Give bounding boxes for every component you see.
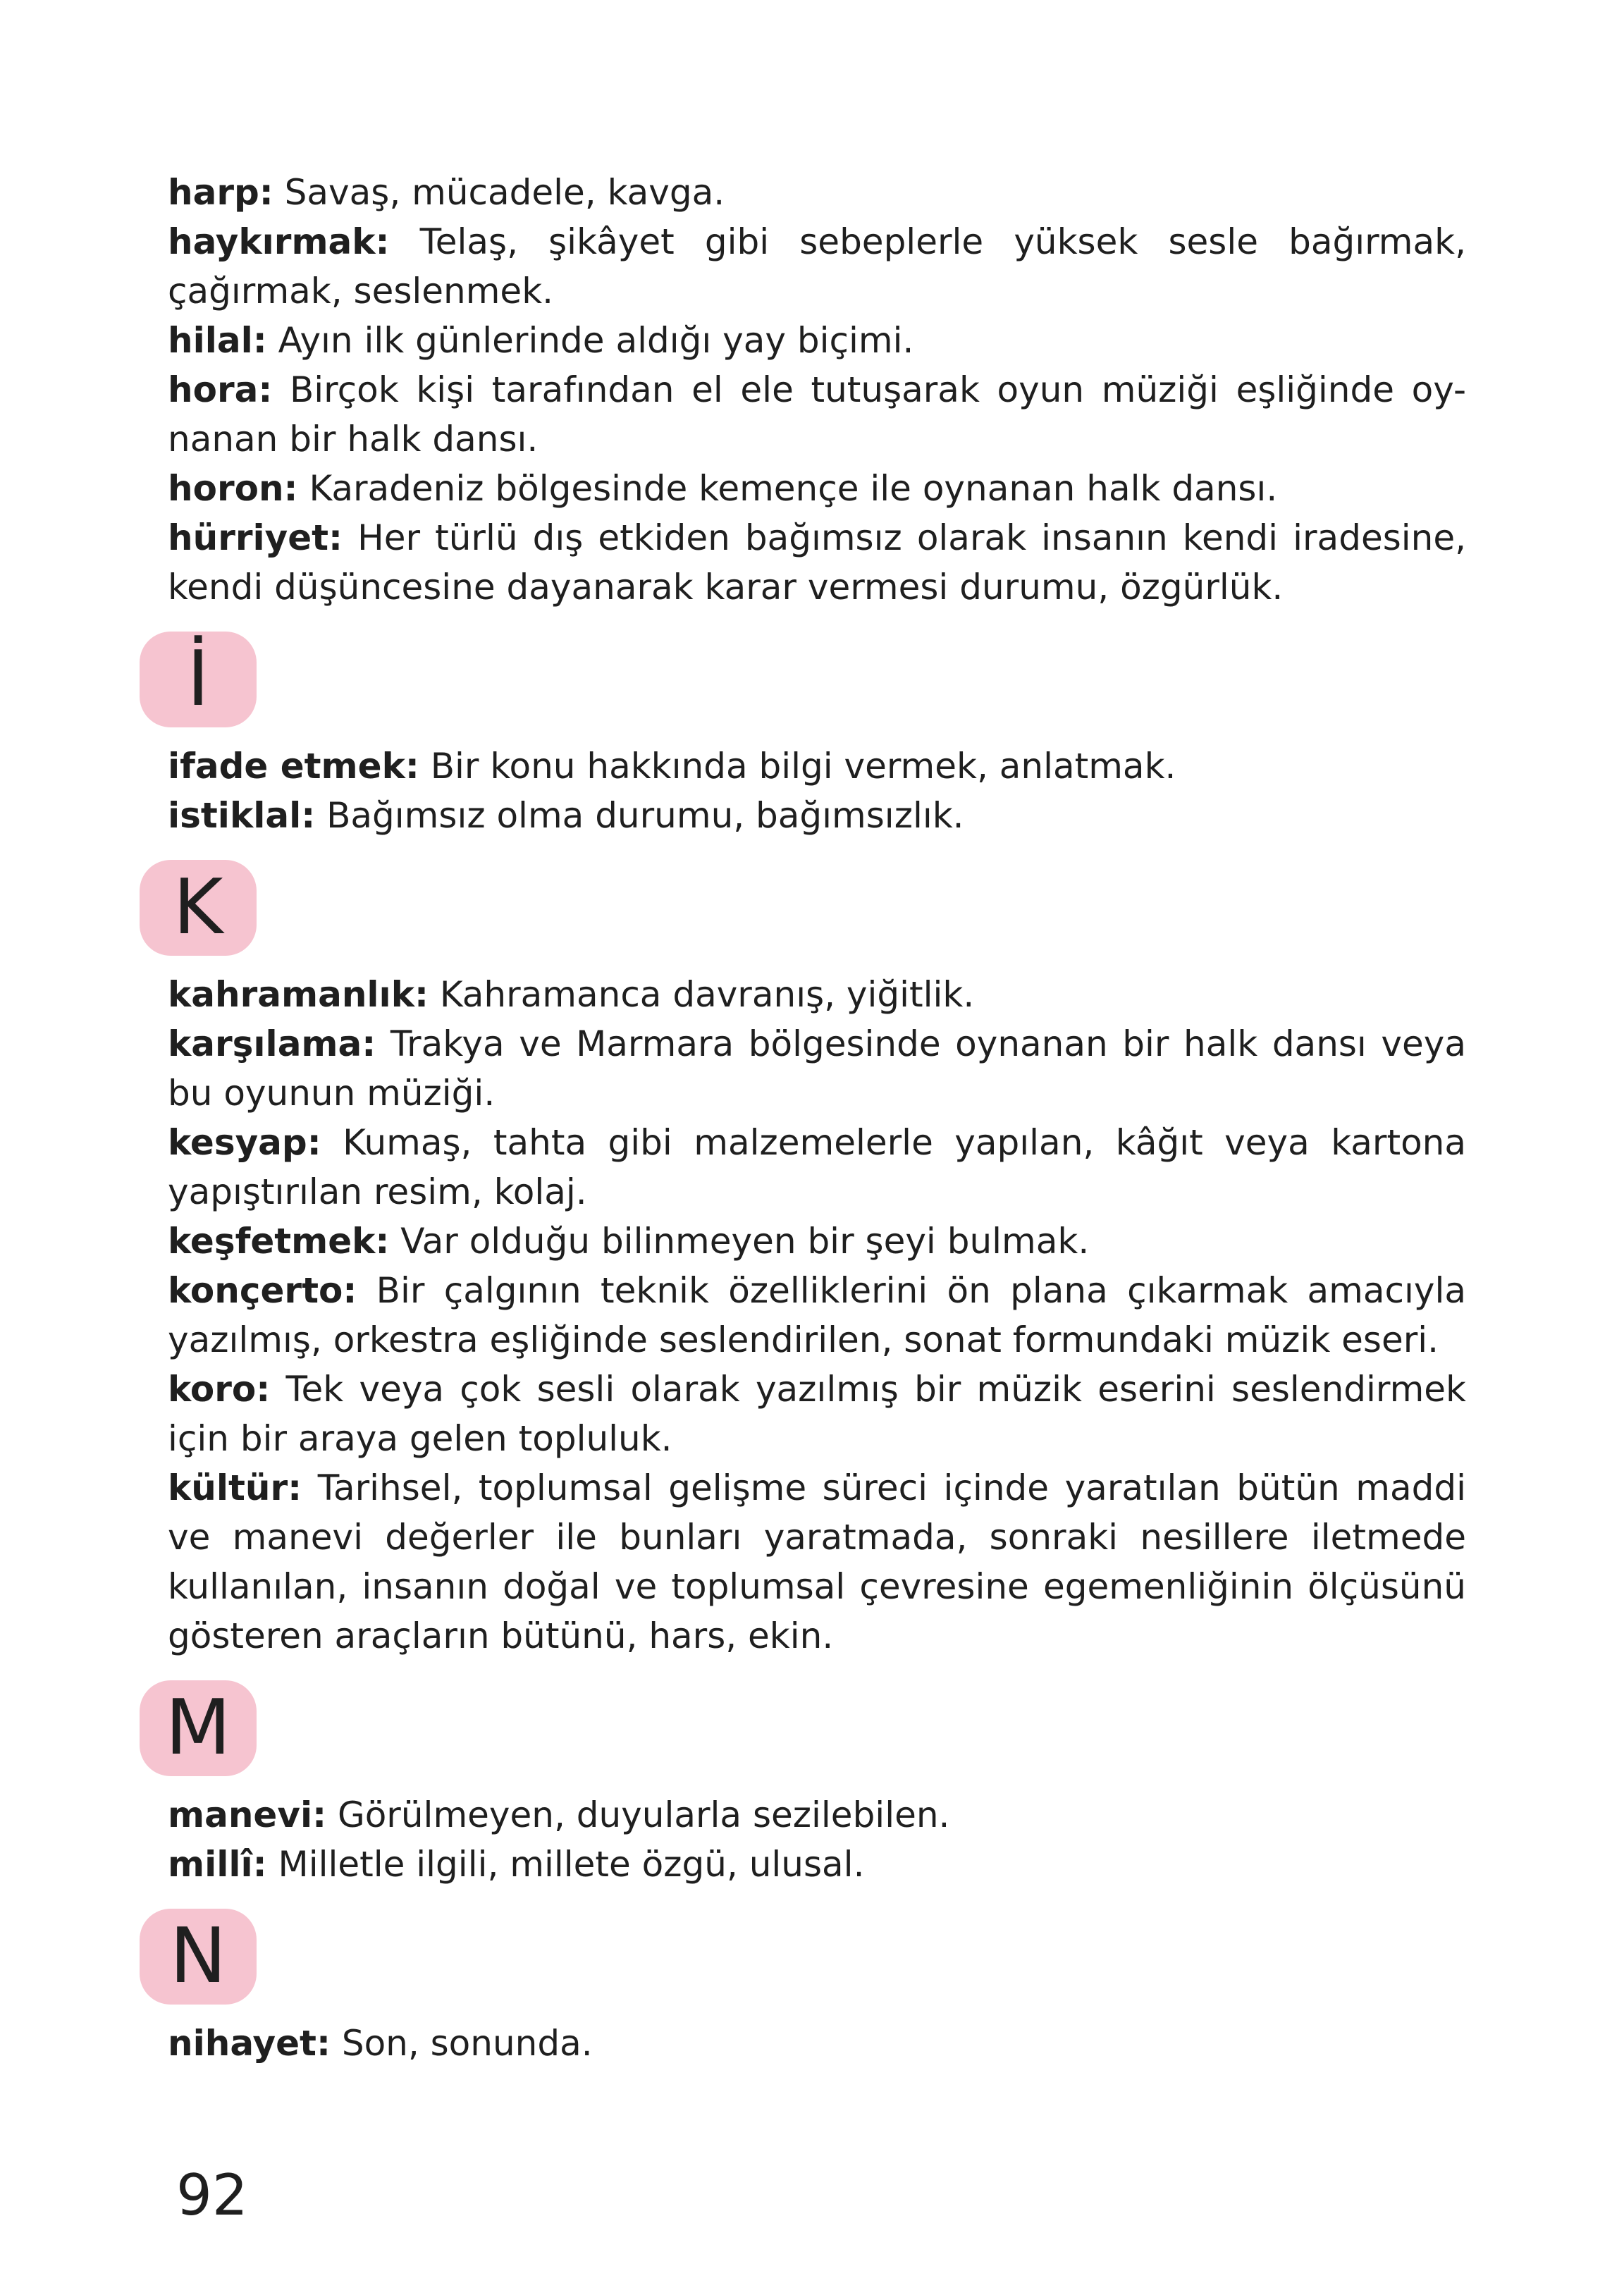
entry-definition: Kahramanca davranış, yiğitlik. xyxy=(428,974,975,1015)
entry-term: haykırmak: xyxy=(168,221,390,262)
glossary-entry xyxy=(168,791,1466,840)
entry-definition: Bir çalgının teknik özelliklerini ön plana çıkarmak amacıyla yazılmış, orkestra eşliğinde seslendirilen, sonat formundaki müzik eseri. xyxy=(168,1270,1466,1360)
entry-definition: Karadeniz bölgesinde kemençe ile oynanan halk dansı. xyxy=(297,468,1278,509)
glossary-entry xyxy=(168,217,1466,316)
entry-definition: Telaş, şikâyet gibi sebeplerle yüksek sesle bağırmak, çağırmak, seslenmek. xyxy=(168,221,1466,312)
entry-term: harp: xyxy=(168,172,273,213)
entry-term: horon: xyxy=(168,468,298,509)
entry-term: manevi: xyxy=(168,1795,327,1835)
glossary-entry xyxy=(168,1365,1466,1463)
entry-definition: Savaş, mücadele, kavga. xyxy=(273,172,725,213)
entry-definition: Trakya ve Marmara bölgesinde oynanan bir halk dansı veya bu oyunun müziği. xyxy=(168,1023,1466,1114)
glossary-entry xyxy=(168,365,1466,464)
glossary-entry xyxy=(168,970,1466,1019)
section-letter-badge: K xyxy=(140,860,257,956)
entry-term: keşfetmek: xyxy=(168,1221,390,1262)
entry-term: istiklal: xyxy=(168,795,316,836)
entry-term: karşılama: xyxy=(168,1023,376,1064)
entry-definition: Tarihsel, toplumsal gelişme süreci içinde yaratılan bütün maddi ve manevi değerler ile bunları yaratmada, sonraki nesillere iletmede kullanılan, insanın doğal ve toplumsal çevresine egemenliğinin ölçüsünü gösteren araçların bütünü, hars, ekin. xyxy=(168,1467,1466,1656)
entry-definition: Birçok kişi tarafından el ele tutuşarak oyun müziği eşliğinde oy-nanan bir halk dansı. xyxy=(168,369,1466,460)
glossary-entry xyxy=(168,1266,1466,1365)
section-letter-badge: M xyxy=(140,1680,257,1776)
entry-term: kültür: xyxy=(168,1467,302,1508)
glossary-entry xyxy=(168,464,1466,513)
entry-definition: Bağımsız olma durumu, bağımsızlık. xyxy=(315,795,964,836)
entry-definition: Ayın ilk günlerinde aldığı yay biçimi. xyxy=(266,320,914,361)
entry-definition: Son, sonunda. xyxy=(330,2023,593,2064)
entry-term: ifade etmek: xyxy=(168,746,419,787)
entry-term: konçerto: xyxy=(168,1270,357,1311)
entry-definition: Bir konu hakkında bilgi vermek, anlatmak. xyxy=(419,746,1176,787)
entry-definition: Var olduğu bilinmeyen bir şeyi bulmak. xyxy=(389,1221,1090,1262)
glossary-content xyxy=(165,168,1466,2068)
entry-term: kesyap: xyxy=(168,1122,321,1163)
glossary-entry xyxy=(168,2019,1466,2068)
glossary-entry xyxy=(168,1118,1466,1217)
entry-definition: Tek veya çok sesli olarak yazılmış bir müzik eserini seslendirmek için bir araya gelen topluluk. xyxy=(168,1369,1466,1459)
entry-term: koro: xyxy=(168,1369,271,1410)
glossary-entry xyxy=(168,513,1466,612)
glossary-entry xyxy=(168,1790,1466,1840)
entry-term: nihayet: xyxy=(168,2023,331,2064)
entry-definition: Her türlü dış etkiden bağımsız olarak insanın kendi iradesine, kendi düşüncesine dayanarak karar vermesi durumu, özgürlük. xyxy=(168,517,1466,608)
page-number: 92 xyxy=(176,2162,248,2228)
glossary-entry xyxy=(168,168,1466,217)
entry-term: millî: xyxy=(168,1844,267,1885)
section-letter-badge: İ xyxy=(140,632,257,727)
glossary-entry xyxy=(168,741,1466,791)
entry-term: kahramanlık: xyxy=(168,974,429,1015)
entry-term: hilal: xyxy=(168,320,267,361)
entry-definition: Görülmeyen, duyularla sezilebilen. xyxy=(326,1795,950,1835)
entry-definition: Milletle ilgili, millete özgü, ulusal. xyxy=(266,1844,865,1885)
entry-term: hürriyet: xyxy=(168,517,343,558)
glossary-entry xyxy=(168,1463,1466,1661)
glossary-entry xyxy=(168,1019,1466,1118)
glossary-entry xyxy=(168,1840,1466,1889)
section-letter-badge: N xyxy=(140,1909,257,2005)
entry-definition: Kumaş, tahta gibi malzemelerle yapılan, kâğıt veya kartona yapıştırılan resim, kolaj. xyxy=(168,1122,1466,1212)
entry-term: hora: xyxy=(168,369,273,410)
glossary-entry xyxy=(168,1217,1466,1266)
glossary-entry xyxy=(168,316,1466,365)
